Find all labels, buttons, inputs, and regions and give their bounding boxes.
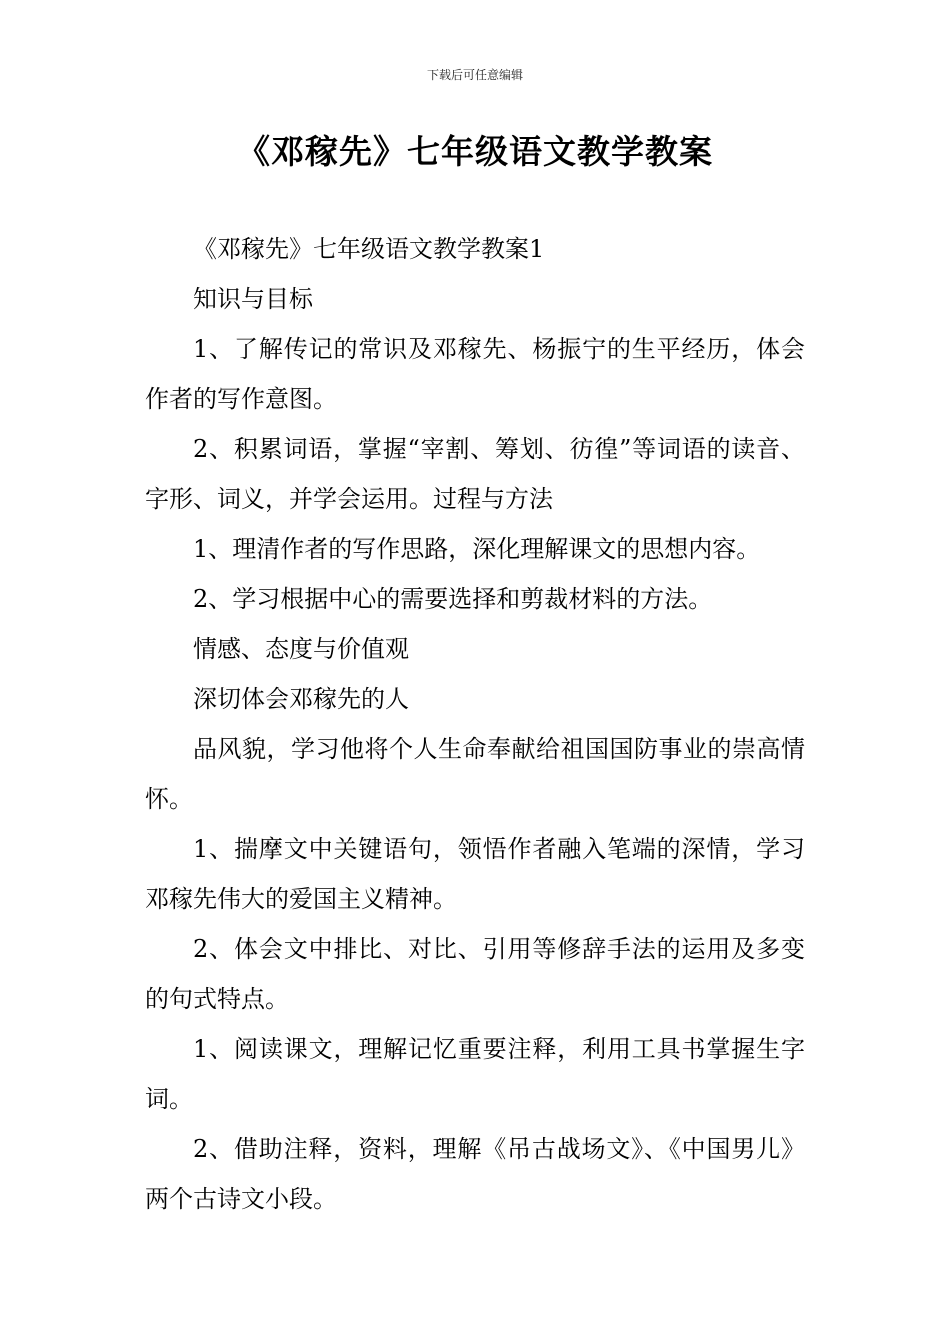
- paragraph: 2、体会文中排比、对比、引用等修辞手法的运用及多变的句式特点。: [145, 935, 805, 1013]
- paragraph: 1、了解传记的常识及邓稼先、杨振宁的生平经历，体会作者的写作意图。: [145, 335, 805, 413]
- document-body: [145, 224, 805, 1224]
- paragraph: 《邓稼先》七年级语文教学教案1: [193, 235, 545, 263]
- document-title: 《邓稼先》七年级语文教学教案: [237, 132, 713, 171]
- paragraph: 1、揣摩文中关键语句，领悟作者融入笔端的深情，学习邓稼先伟大的爱国主义精神。: [145, 835, 805, 913]
- paragraph: 1、理清作者的写作思路，深化理解课文的思想内容。: [193, 535, 761, 563]
- paragraph: 情感、态度与价值观: [193, 635, 409, 663]
- paragraph: 1、阅读课文，理解记忆重要注释，利用工具书掌握生字词。: [145, 1035, 805, 1113]
- paragraph: 2、借助注释，资料，理解《吊古战场文》、《中国男儿》两个古诗文小段。: [145, 1135, 805, 1213]
- paragraph: 品风貌，学习他将个人生命奉献给祖国国防事业的崇高情怀。: [145, 735, 805, 813]
- header-note: 下载后可任意编辑: [426, 68, 523, 82]
- paragraph: 深切体会邓稼先的人: [193, 685, 409, 713]
- paragraph: 2、学习根据中心的需要选择和剪裁材料的方法。: [193, 585, 713, 613]
- paragraph: 知识与目标: [193, 285, 313, 313]
- paragraph: 2、积累词语，掌握“宰割、筹划、彷徨”等词语的读音、字形、词义，并学会运用。过程与方法: [145, 435, 805, 513]
